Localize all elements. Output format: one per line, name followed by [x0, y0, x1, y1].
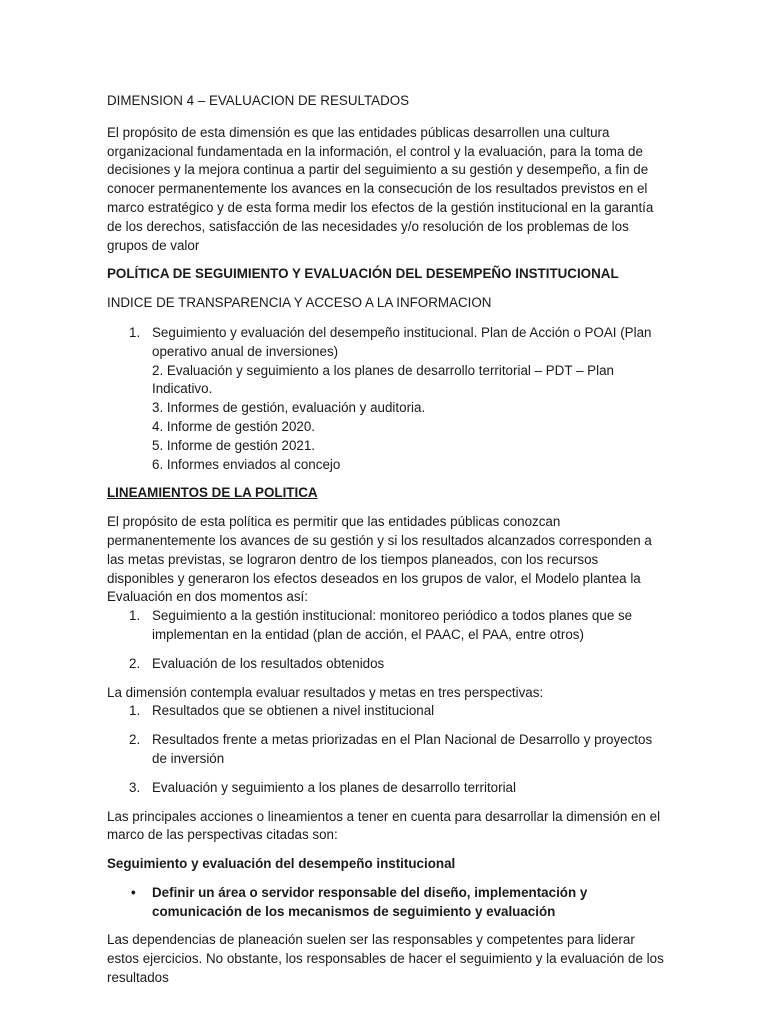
list-item [107, 655, 667, 674]
list-item [107, 607, 667, 645]
planning-paragraph: Las dependencias de planeación suelen ser las responsables y competentes para liderar estos ejercicios. No obstante, los responsables de hacer el seguimiento y la evaluación de los resultados [107, 932, 664, 986]
intro-paragraph: El propósito de esta dimensión es que las entidades públicas desarrollen una cultura organizacional fundamentada en la información, el control y la evaluación, para la toma de decisiones y la mejora continua a partir del seguimiento a su gestión y desempeño, a fin de conocer permanentemente los avances en la consecución de los resultados previstos en el marco estratégico y de esta forma medir los efectos de la gestión institucional en la garantía de los derechos, satisfacción de las necesidades y/o resolución de los problemas de los grupos de valor [107, 124, 654, 253]
policy-heading: POLÍTICA DE SEGUIMIENTO Y EVALUACIÓN DEL DESEMPEÑO INSTITUCIONAL [107, 266, 619, 282]
list-item-text: Resultados que se obtienen a nivel institucional [152, 703, 435, 719]
transparency-heading: INDICE DE TRANSPARENCIA Y ACCESO A LA INFORMACION [107, 295, 492, 311]
perspectives-list [107, 702, 667, 797]
list-number: 1. [129, 608, 141, 624]
list-item-text: Seguimiento a la gestión institucional: monitoreo periódico a todos planes que se implementan en la entidad (plan de acción, el PAAC, el PAA, entre otros) [152, 608, 633, 642]
list-number: 3. [129, 779, 141, 795]
policy-purpose-paragraph: El propósito de esta política es permitir que las entidades públicas conozcan permanentemente los avances de su gestión y si los resultados alcanzados corresponden a las metas previstas, se lograron dentro de los tiempos planeados, con los recursos disponibles y generaron los efectos deseados en los grupos de valor, el Modelo plantea la Evaluación en dos momentos así: [107, 514, 652, 605]
bullet-item [107, 884, 667, 922]
list-item-text: Evaluación y seguimiento a los planes de desarrollo territorial [152, 779, 516, 795]
list-number: 1. [129, 703, 141, 719]
actions-paragraph: Las principales acciones o lineamientos a tener en cuenta para desarrollar la dimensión en el marco de las perspectivas citadas son: [107, 808, 661, 843]
list-line: 4. Informe de gestión 2020. [152, 418, 316, 434]
list-number: 2. [129, 732, 141, 748]
bullet-text: Definir un área o servidor responsable del diseño, implementación y comunicación de los mecanismos de seguimiento y evaluación [152, 884, 588, 919]
document-page [107, 92, 667, 988]
list-item-text: Evaluación de los resultados obtenidos [152, 655, 385, 671]
list-item-text: Seguimiento y evaluación del desempeño institucional. Plan de Acción o POAI (Plan operativo anual de inversiones) [152, 324, 652, 359]
list-item [107, 702, 667, 721]
list-item [107, 324, 667, 362]
list-item [107, 779, 667, 798]
list-item [107, 731, 667, 769]
list-item-text: Resultados frente a metas priorizadas en el Plan Nacional de Desarrollo y proyectos de inversión [152, 732, 653, 766]
perspectives-paragraph: La dimensión contempla evaluar resultados y metas en tres perspectivas: [107, 684, 544, 700]
list-line: 6. Informes enviados al concejo [152, 456, 341, 472]
list-number: 1. [129, 324, 141, 340]
dimension-heading: DIMENSION 4 – EVALUACION DE RESULTADOS [107, 93, 410, 108]
guidelines-heading: LINEAMIENTOS DE LA POLITICA [107, 485, 318, 501]
moments-list [107, 607, 667, 673]
performance-heading: Seguimiento y evaluación del desempeño institucional [107, 856, 456, 872]
list-line: 5. Informe de gestión 2021. [152, 437, 316, 453]
list-line: 2. Evaluación y seguimiento a los planes de desarrollo territorial – PDT – Plan Indicativo. [152, 362, 614, 397]
bullet-icon: • [131, 884, 136, 900]
transparency-list [107, 324, 667, 474]
list-line: 3. Informes de gestión, evaluación y auditoria. [152, 400, 426, 416]
list-number: 2. [129, 655, 141, 671]
